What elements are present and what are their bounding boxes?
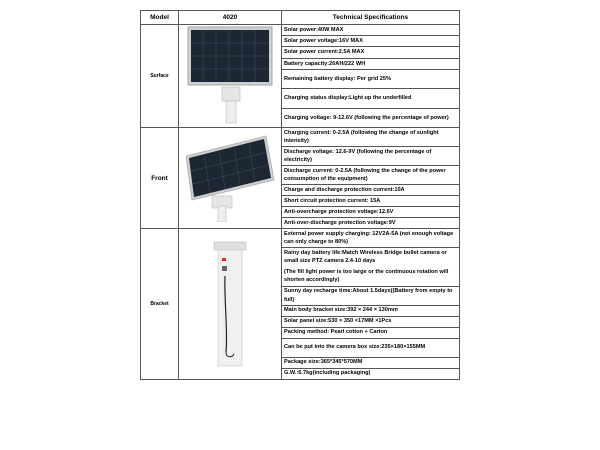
spec-bracket-size: Main body bracket size:392 × 244 × 130mm bbox=[282, 305, 460, 316]
spec-package-size: Package size:365*345*570MM bbox=[282, 357, 460, 368]
spec-discharge-voltage: Discharge voltage: 12.6-9V (following the percentage of electricity) bbox=[282, 147, 460, 166]
spec-gross-weight: G.W.:6.7kg(including packaging) bbox=[282, 368, 460, 379]
spec-anti-overcharge: Anti-overcharge protection voltage:12.6V bbox=[282, 207, 460, 218]
spec-charging-current: Charging current: 0-2.5A (following the change of sunlight intensity) bbox=[282, 128, 460, 147]
spec-discharge-current: Discharge current: 0-2.5A (following the change of the power consumption of the equipment) bbox=[282, 166, 460, 185]
bracket-image bbox=[179, 229, 282, 380]
front-image bbox=[179, 128, 282, 229]
header-model-number: 4020 bbox=[179, 11, 282, 25]
solar-panel-front-image bbox=[182, 134, 278, 222]
spec-panel-size: Solar panel size:530 × 350 ×17MM ×1Pcs bbox=[282, 316, 460, 327]
spec-sunny-day: Sunny day recharge time:About 1.5days((Battery from empty to full) bbox=[282, 286, 460, 305]
spec-table bbox=[140, 10, 460, 380]
spec-remaining-battery: Remaining battery display: Per grid 25% bbox=[282, 69, 460, 88]
surface-image bbox=[179, 25, 282, 128]
section-label-front: Front bbox=[141, 128, 179, 229]
section-label-bracket: Bracket bbox=[141, 229, 179, 380]
spec-external-charging: External power supply charging: 12V2A-5A (not enough voltage can only charge to 80%) bbox=[282, 229, 460, 248]
spec-rainy-day-note: (The fill light power is too large or the continuous rotation will shorten accordingly) bbox=[284, 268, 449, 284]
spec-rainy-day bbox=[282, 248, 460, 287]
solar-panel-surface-image bbox=[186, 25, 274, 127]
spec-charging-voltage: Charging voltage: 9-12.6V (following the percentage of power) bbox=[282, 108, 460, 127]
header-row bbox=[141, 11, 460, 25]
section-label-surface: Surface bbox=[141, 25, 179, 128]
spec-short-circuit: Short circuit protection current: 15A bbox=[282, 196, 460, 207]
bracket-pole-image bbox=[200, 240, 260, 368]
spec-solar-power: Solar power:40W MAX bbox=[282, 25, 460, 36]
spec-solar-current: Solar power current:2.5A MAX bbox=[282, 47, 460, 58]
spec-camera-box: Can be put into the camera box size:235×180×155MM bbox=[282, 338, 460, 357]
spec-battery-capacity: Battery capacity:20AH/222 WH bbox=[282, 58, 460, 69]
header-tech-specs: Technical Specifications bbox=[282, 11, 460, 25]
header-model: Model bbox=[141, 11, 179, 25]
spec-packing-method: Packing method: Pearl cotton + Carton bbox=[282, 327, 460, 338]
spec-charging-status: Charging status display:Light up the underfilled bbox=[282, 89, 460, 108]
spec-solar-voltage: Solar power voltage:16V MAX bbox=[282, 36, 460, 47]
spec-protection-current: Charge and discharge protection current:10A bbox=[282, 185, 460, 196]
spec-rainy-day-main: Rainy day battery life:Match Wireless Bridge bullet camera or small size PTZ camera 2.4-10 days bbox=[284, 250, 447, 265]
spec-anti-overdischarge: Anti-over-discharge protection voltage:9V bbox=[282, 218, 460, 229]
